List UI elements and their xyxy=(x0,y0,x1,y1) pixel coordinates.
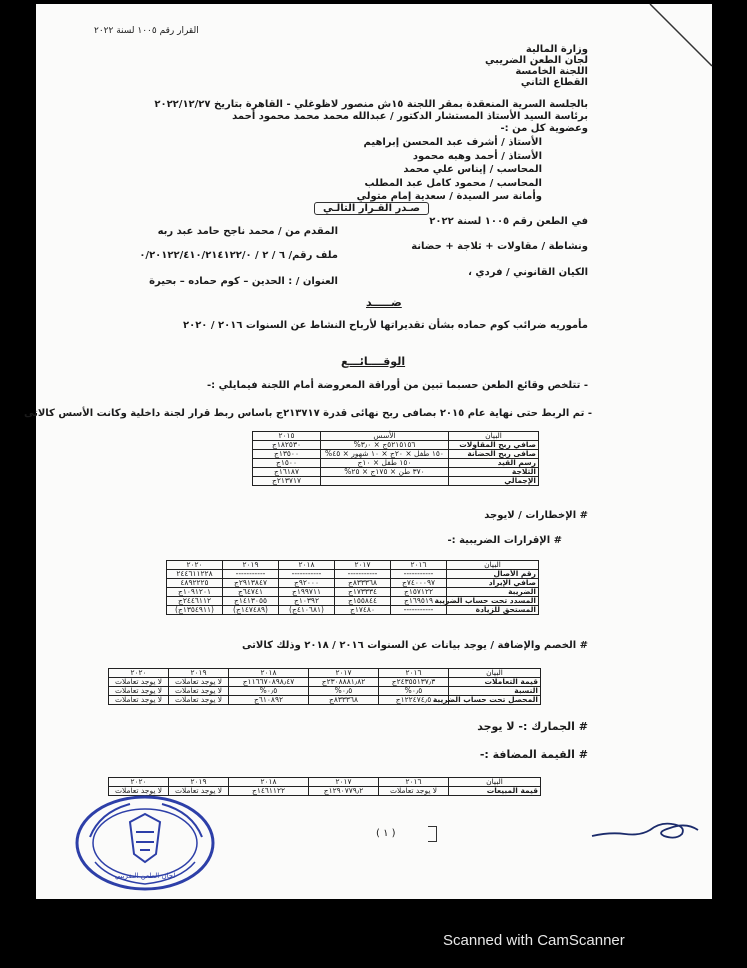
table-cell: (١٣٥٤٩١١ج) xyxy=(167,606,223,615)
table-cell: ----------- xyxy=(279,570,335,579)
table-cell: لا يوجد تعاملات xyxy=(109,678,169,687)
table-cell: قيمة المبيعات xyxy=(449,787,541,796)
against-label: ضـــــد xyxy=(366,296,402,309)
appeal-number: في الطعن رقم ١٠٠٥ لسنة ٢٠٢٢ xyxy=(429,216,588,227)
table-cell: (٤١٠٦٨١ج) xyxy=(279,606,335,615)
table-cell: ٤٨٩٢٢٢٥ xyxy=(167,579,223,588)
table-cell: ٠٫٥% xyxy=(229,687,309,696)
table-cell: ----------- xyxy=(223,570,279,579)
file-number: ملف رقم/ ٦ / ٢ / ٠/٢٠١٢٢/٤١٠/٢١٤١٢٢/٠ xyxy=(139,250,338,261)
table-cell: المحصل تحت حساب الضريبة xyxy=(449,696,541,705)
table-cell: الإجمالي xyxy=(449,477,539,486)
table-cell: ٨٣٣٣٦٨ج xyxy=(309,696,379,705)
table-cell: ١٥٧١٢٢ج xyxy=(391,588,447,597)
column-header: البيان xyxy=(449,669,541,678)
column-header: ٢٠١٨ xyxy=(229,778,309,787)
table-cell xyxy=(321,477,449,486)
column-header: ٢٠١٩ xyxy=(169,778,229,787)
table-cell: صافى ربح الحضانة xyxy=(449,450,539,459)
facts-point: - تم الربط حتى نهاية عام ٢٠١٥ بصافى ربح نهائى قدرة ٢١٣٧١٧ج باساس ربط قرار لجنة داخلية وكانت الأسس كالاتى xyxy=(23,408,592,419)
table-cell: صافي ربح المقاولات xyxy=(449,441,539,450)
table-cell: ١٢٢٤٧٤٫٥ج xyxy=(379,696,449,705)
table-cell: ١٦٩٥١٩ج xyxy=(391,597,447,606)
scanner-watermark: Scanned with CamScanner xyxy=(443,932,625,949)
stamp-text: لجان الطعن الضريبي xyxy=(114,872,176,880)
deduction-title: # الخصم والإضافة / يوجد بيانات عن السنوات ٢٠١٦ / ٢٠١٨ وذلك كالاتى xyxy=(242,640,588,651)
table-cell: ١٧٣٣٣٤ج xyxy=(335,588,391,597)
table-cell: ١٠٣٩٢ج xyxy=(279,597,335,606)
column-header: ٢٠٢٠ xyxy=(109,778,169,787)
customs-line: # الجمارك :- لا يوجد xyxy=(477,720,588,733)
decision-title: صـدر القـرار التالـي xyxy=(314,202,429,215)
table-cell: ١١٦٦٧٠٨٩٨٫٤٧ج xyxy=(229,678,309,687)
committee-name: اللجنة الخامسة xyxy=(515,66,588,77)
secretary-name: وأمانة سر السيدة / سعدية إمام متولي xyxy=(356,191,542,202)
column-header: ٢٠١٩ xyxy=(169,669,229,678)
table-cell: ١٧٤٨٠ج xyxy=(335,606,391,615)
page-bracket xyxy=(428,826,437,842)
column-header: ٢٠١٥ xyxy=(253,432,321,441)
table-row xyxy=(167,606,539,615)
table-cell: ٦٤٧٤١ج xyxy=(223,588,279,597)
declarations-title: # الإقرارات الضريبية :- xyxy=(447,535,562,546)
column-header: ٢٠١٦ xyxy=(391,561,447,570)
column-header: ٢٠١٧ xyxy=(309,778,379,787)
table-row xyxy=(109,696,541,705)
table-cell: ١٨٢٥٣٠ج xyxy=(253,441,321,450)
tax-office-line: مأموريه ضرائب كوم حماده بشأن تقديراتها لأرباح النشاط عن السنوات ٢٠١٦ / ٢٠٢٠ xyxy=(182,320,588,331)
table-cell: ١٦١٨٧ج xyxy=(253,468,321,477)
table-cell: ----------- xyxy=(391,570,447,579)
member-name: الأستاذ / أحمد وهبه محمود xyxy=(412,150,542,162)
table-cell: لا يوجد تعاملات xyxy=(109,787,169,796)
table-cell: ٨٣٣٣٦٨ج xyxy=(335,579,391,588)
table-cell: لا يوجد تعاملات xyxy=(169,687,229,696)
activity-line: ونشاطة / مقاولات + ثلاجة + حضانة xyxy=(411,241,588,252)
table-cell: ١٥٠٠ج xyxy=(253,459,321,468)
table-cell: لا يوجد تعاملات xyxy=(169,696,229,705)
chair-line: برئاسة السيد الأستاذ المستشار الدكتور / عبدالله محمد محمد محمود أحمد xyxy=(232,111,588,122)
table-cell: ١٤٦١١٢٢ج xyxy=(229,787,309,796)
members-list xyxy=(357,136,542,204)
table-cell: ٠٫٥% xyxy=(309,687,379,696)
table-row xyxy=(109,678,541,687)
table-row xyxy=(253,477,539,486)
table-cell: ٥٢١٥١٥٦ج × ٣٫٠% xyxy=(321,441,449,450)
table-cell: النسبة xyxy=(449,687,541,696)
table-cell: ٢١٣٧١٧ج xyxy=(253,477,321,486)
column-header: ٢٠١٦ xyxy=(379,778,449,787)
bases-table xyxy=(252,431,539,486)
column-header: ٢٠١٨ xyxy=(279,561,335,570)
table-cell: ٧٤٠٠٠٩٧ج xyxy=(391,579,447,588)
column-header: ٢٠١٩ xyxy=(223,561,279,570)
table-cell: ٩٢٠٠٠ج xyxy=(279,579,335,588)
facts-title: الوقــــائـــع xyxy=(341,355,406,368)
column-header: البيان xyxy=(449,778,541,787)
notices-line: # الإخطارات / لايوجد xyxy=(484,510,588,521)
committees-name: لجان الطعن الضريبي xyxy=(485,55,588,66)
folded-corner-icon xyxy=(650,4,712,66)
table-cell: ١٥٥٨٤٤ج xyxy=(335,597,391,606)
session-line: بالجلسة السرية المنعقدة بمقر اللجنة ١٥ش منصور لاظوغلي - القاهرة بتاريخ ٢٠٢٢/١٢/٢٧ xyxy=(154,99,588,110)
table-cell: ١٤١٣٠٥٥ج xyxy=(223,597,279,606)
member-name: الأستاذ / أشرف عبد المحسن إبراهيم xyxy=(363,137,542,148)
ministry-name: وزارة المالية xyxy=(525,44,588,55)
table-cell: لا يوجد تعاملات xyxy=(109,696,169,705)
table-cell: ١٢٩٠٧٧٩٫٢ج xyxy=(309,787,379,796)
table-cell: ٢٣٠٨٨٨١٫٨٢ج xyxy=(309,678,379,687)
table-cell: ١٥٠ طفل × ٢٠ج × ١٠ شهور × ٤٥% xyxy=(321,450,449,459)
table-cell: ١٥٠ طفل × ١٠ج xyxy=(321,459,449,468)
table-cell: ٠٫٥% xyxy=(379,687,449,696)
column-header: ٢٠١٦ xyxy=(379,669,449,678)
table-cell: الضريبة xyxy=(447,588,539,597)
table-cell: ١٣٥٠٠ج xyxy=(253,450,321,459)
table-cell: رسم القيد xyxy=(449,459,539,468)
table-cell: المستحق للزيادة xyxy=(447,606,539,615)
facts-summary: - تتلخص وقائع الطعن حسبما تبين من أوراقة المعروضة أمام اللجنة فيمايلي :- xyxy=(206,380,588,391)
table-cell: الثلاجة xyxy=(449,468,539,477)
vat-title: # القيمة المضافة :- xyxy=(479,748,588,761)
document-page xyxy=(23,4,712,899)
table-cell: قيمة التعاملات xyxy=(449,678,541,687)
page-number: ( ١ ) xyxy=(376,828,396,839)
table-cell: ١٠٩١٢٠١ج xyxy=(167,588,223,597)
table-cell: لا يوجد تعاملات xyxy=(109,687,169,696)
declarations-table xyxy=(166,560,539,615)
table-cell: (١٤٧٤٨٩ج) xyxy=(223,606,279,615)
column-header: ٢٠١٧ xyxy=(335,561,391,570)
column-header: ٢٠١٨ xyxy=(229,669,309,678)
table-cell: ٦١٠٨٩٢ج xyxy=(229,696,309,705)
table-cell: رقم الأصال xyxy=(447,570,539,579)
table-cell: ١٩٩٧١١ج xyxy=(279,588,335,597)
table-cell: ٣٧٠ طن × ١٧٥ج × ٢٥% xyxy=(321,468,449,477)
official-stamp-icon xyxy=(70,792,220,894)
column-header: ٢٠١٧ xyxy=(309,669,379,678)
member-name: المحاسب / محمود كامل عبد المطلب xyxy=(364,177,542,189)
decision-reference: القرار رقم ١٠٠٥ لسنة ٢٠٢٢ xyxy=(94,26,199,36)
table-cell: لا يوجد تعاملات xyxy=(379,787,449,796)
table-cell: ٢٤٣٥٥١٣٧٫٣ج xyxy=(379,678,449,687)
table-cell: ٢٩١٣٨٤٧ج xyxy=(223,579,279,588)
table-cell: ٢٤٤٦١١٢٢٨ xyxy=(167,570,223,579)
column-header: الأسس xyxy=(321,432,449,441)
signature-icon xyxy=(590,808,700,848)
issuer-block xyxy=(485,44,588,88)
legal-entity: الكيان القانوني / فردي ، xyxy=(468,267,588,278)
members-intro: وعضوية كل من :- xyxy=(500,123,588,134)
table-cell: ----------- xyxy=(335,570,391,579)
column-header: ٢٠٢٠ xyxy=(167,561,223,570)
table-cell: لا يوجد تعاملات xyxy=(169,787,229,796)
member-name: المحاسب / إيناس علي محمد xyxy=(403,164,542,175)
sector-name: القطاع الثاني xyxy=(520,77,588,88)
table-cell: صافي الإيراد xyxy=(447,579,539,588)
table-cell: ----------- xyxy=(391,606,447,615)
column-header: البيان xyxy=(447,561,539,570)
table-cell: المسدد تحت حساب الضريبة xyxy=(447,597,539,606)
column-header: البيان xyxy=(449,432,539,441)
table-cell: لا يوجد تعاملات xyxy=(169,678,229,687)
deduction-table xyxy=(108,668,541,705)
address-line: العنوان / : الحدين – كوم حماده – بحيرة xyxy=(149,276,338,287)
column-header: ٢٠٢٠ xyxy=(109,669,169,678)
table-cell: ٢٤٤٦١١٢ج xyxy=(167,597,223,606)
applicant-name: المقدم من / محمد ناجح حامد عبد ربه xyxy=(157,226,338,237)
